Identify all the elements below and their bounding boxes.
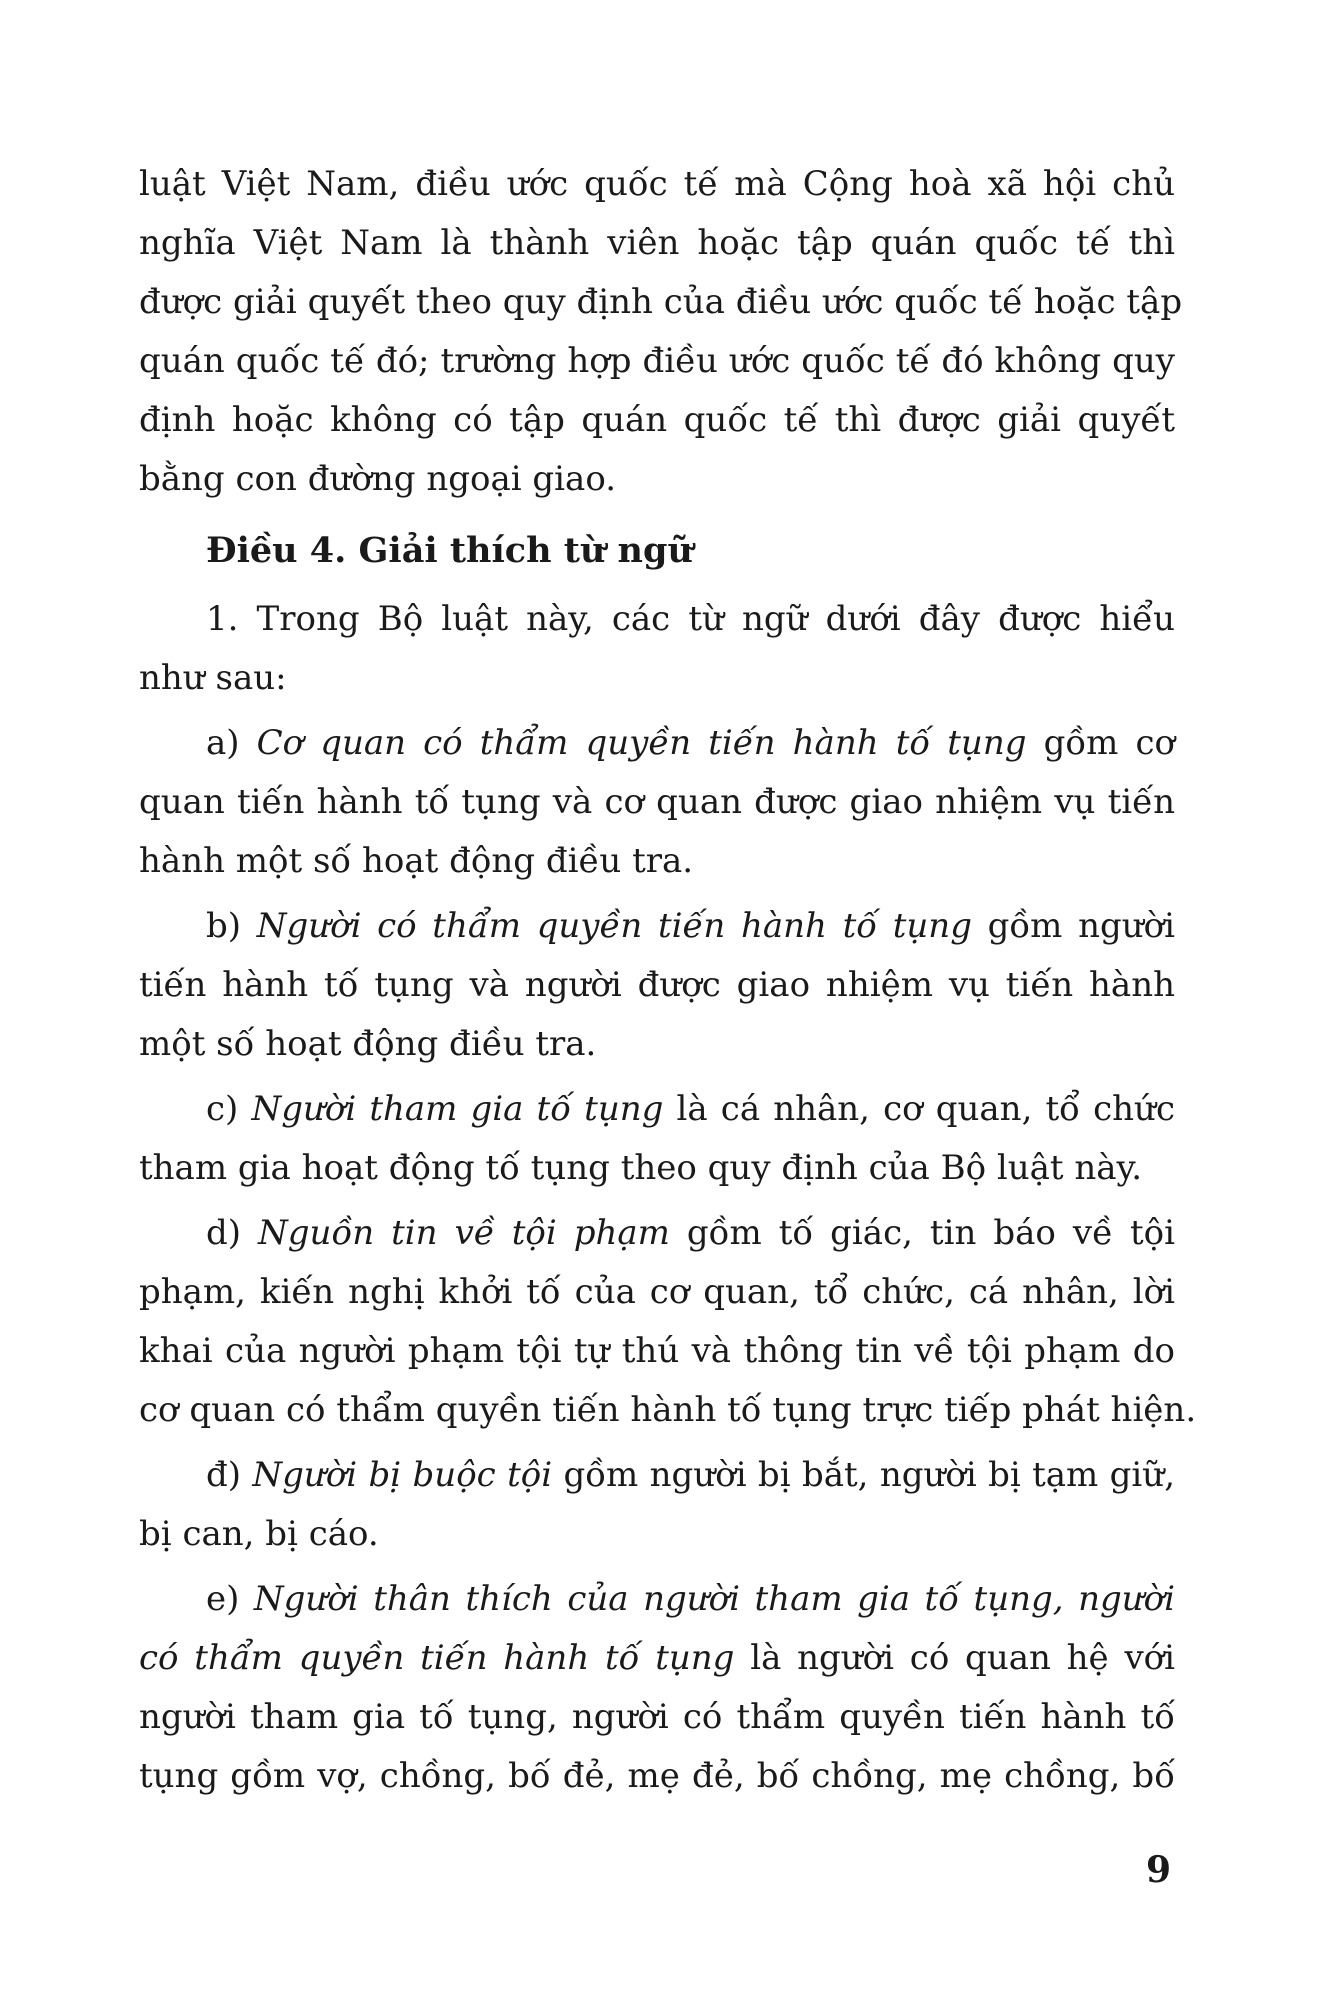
defined-term: Cơ quan có thẩm quyền tiến hành tố tụng [256,723,1027,763]
text-line: được giải quyết theo quy định của điều ước quốc tế hoặc tập [139,282,1183,322]
item-prefix: đ) [206,1455,253,1495]
item-prefix: b) [206,906,257,946]
item-text: gồm cơ [1026,723,1175,763]
item-prefix: c) [206,1089,252,1129]
page-number: 9 [1146,1849,1172,1891]
text-line [139,1446,1175,1505]
text-line: tiến hành tố tụng và người được giao nhiệm vụ tiến hành [139,965,1175,1005]
document-body [139,155,1197,1812]
item-prefix: e) [206,1579,254,1619]
article-heading: Điều 4. Giải thích từ ngữ [206,530,693,571]
text-line: một số hoạt động điều tra. [139,1024,597,1064]
text-line [139,1204,1175,1263]
item-b [139,897,1175,1074]
text-line: người tham gia tố tụng, người có thẩm quyền tiến hành tố [139,1697,1175,1737]
item-d [139,1204,1197,1440]
item-dd [139,1446,1175,1564]
defined-term: Người bị buộc tội [252,1455,553,1495]
clause-1 [139,590,1175,708]
text-line: bị can, bị cáo. [139,1514,379,1554]
item-c [139,1080,1175,1198]
text-line [139,1629,1175,1688]
item-a [139,714,1175,891]
text-line: định hoặc không có tập quán quốc tế thì được giải quyết [139,400,1175,440]
defined-term: có thẩm quyền tiến hành tố tụng [139,1638,735,1678]
item-e [139,1570,1175,1806]
text-line [139,1570,1175,1629]
defined-term: Người có thẩm quyền tiến hành tố tụng [256,906,972,946]
intro-paragraph [139,155,1183,509]
text-line: phạm, kiến nghị khởi tố của cơ quan, tổ chức, cá nhân, lời [139,1272,1175,1312]
text-line: tụng gồm vợ, chồng, bố đẻ, mẹ đẻ, bố chồng, mẹ chồng, bố [139,1756,1175,1796]
text-line: hành một số hoạt động điều tra. [139,841,694,881]
text-line: cơ quan có thẩm quyền tiến hành tố tụng trực tiếp phát hiện. [139,1390,1197,1430]
item-prefix: d) [206,1213,259,1253]
item-text: gồm tố giác, tin báo về tội [669,1213,1175,1253]
text-line [139,1080,1175,1139]
text-line: bằng con đường ngoại giao. [139,459,616,499]
text-line: 1. Trong Bộ luật này, các từ ngữ dưới đây được hiểu [206,599,1175,639]
text-line: tham gia hoạt động tố tụng theo quy định của Bộ luật này. [139,1148,1143,1188]
defined-term: Nguồn tin về tội phạm [258,1213,670,1253]
item-text: gồm người bị bắt, người bị tạm giữ, [552,1455,1176,1495]
text-line: như sau: [139,658,287,698]
text-line: luật Việt Nam, điều ước quốc tế mà Cộng hoà xã hội chủ [139,164,1175,204]
text-line [139,897,1175,956]
item-text: gồm người [971,906,1175,946]
text-line: quán quốc tế đó; trường hợp điều ước quốc tế đó không quy [139,341,1175,381]
text-line [139,714,1175,773]
item-text: là cá nhân, cơ quan, tổ chức [663,1089,1175,1129]
text-line: quan tiến hành tố tụng và cơ quan được giao nhiệm vụ tiến [139,782,1175,822]
text-line: nghĩa Việt Nam là thành viên hoặc tập quán quốc tế thì [139,223,1175,263]
item-prefix: a) [206,723,257,763]
text-line: khai của người phạm tội tự thú và thông tin về tội phạm do [139,1331,1175,1371]
defined-term: Người thân thích của người tham gia tố tụng, người [253,1579,1175,1619]
defined-term: Người tham gia tố tụng [251,1089,664,1129]
item-text: là người có quan hệ với [734,1638,1175,1678]
